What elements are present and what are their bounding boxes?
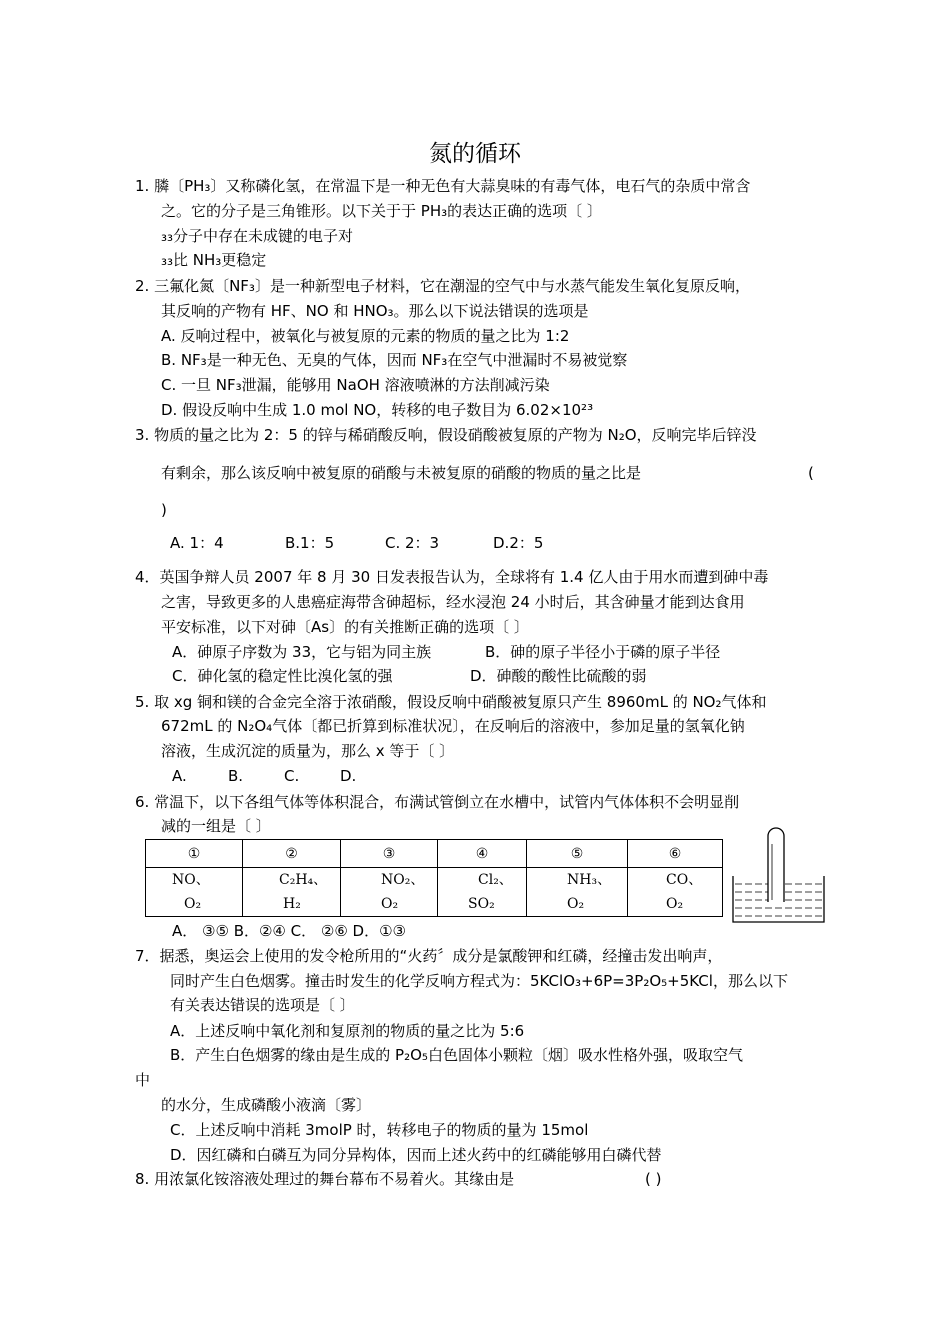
gas-pair-bottom: H₂ (283, 896, 301, 912)
q4-option-d: D．砷酸的酸性比硫酸的弱 (470, 667, 647, 685)
table-header-cell: ③ (341, 840, 438, 868)
q7-option-c: C．上述反响中消耗 3molP 时，转移电子的物质的量为 15mol (170, 1121, 589, 1139)
gas-pair-top: CO、 (666, 872, 703, 888)
table-cell (628, 868, 723, 917)
q1-option-b: ₃₃比 NH₃更稳定 (161, 251, 267, 269)
q4-stem-line2: 之害，导致更多的人患癌症海带含砷超标，经水浸泡 24 小时后，其含砷量才能到达食用 (161, 593, 745, 611)
q2-stem-line1: 2. 三氟化氮〔NF₃〕是一种新型电子材料，它在潮湿的空气中与水蒸气能发生氧化复原反响， (135, 277, 750, 295)
gas-pair-top: NO₂、 (381, 872, 425, 888)
table-cell (243, 868, 341, 917)
table-cell (341, 868, 438, 917)
table-cell (146, 868, 243, 917)
q2-option-b: B. NF₃是一种无色、无臭的气体，因而 NF₃在空气中泄漏时不易被觉察 (161, 351, 628, 369)
q5-option-c: C. (284, 767, 300, 785)
table-header-row (146, 840, 723, 868)
q3-stem-line2: 有剩余，那么该反响中被复原的硝酸与未被复原的硝酸的物质的量之比是 (161, 464, 642, 482)
table-cell (438, 868, 527, 917)
q5-option-d: D. (340, 767, 357, 785)
q5-stem-line1: 5. 取 xg 铜和镁的合金完全溶于浓硝酸，假设反响中硝酸被复原只产生 8960mL 的 NO₂气体和 (135, 693, 767, 711)
inverted-test-tube-in-water-trough-icon (732, 826, 827, 924)
table-header-cell: ⑥ (628, 840, 723, 868)
q2-option-d: D. 假设反响中生成 1.0 mol NO，转移的电子数目为 6.02×10²³ (161, 401, 594, 419)
q1-stem-line1: 1. 膦〔PH₃〕又称磷化氢，在常温下是一种无色有大蒜臭味的有毒气体，电石气的杂质中常含 (135, 177, 751, 195)
table-header-cell: ① (146, 840, 243, 868)
gas-pair-top: C₂H₄、 (279, 872, 328, 888)
q8-stem: 8. 用浓氯化铵溶液处理过的舞台幕布不易着火。其缘由是 (135, 1170, 515, 1188)
q5-stem-line3: 溶液，生成沉淀的质量为，那么 x 等于〔 〕 (161, 742, 455, 760)
q4-stem-line3: 平安标准，以下对砷〔As〕的有关推断正确的选项〔 〕 (161, 618, 529, 636)
table-cell (527, 868, 628, 917)
gas-pair-bottom: O₂ (666, 896, 684, 912)
gas-pair-bottom: O₂ (184, 896, 202, 912)
q7-option-a: A．上述反响中氧化剂和复原剂的物质的量之比为 5:6 (170, 1022, 525, 1040)
q4-stem-line1: 4．英国争辩人员 2007 年 8 月 30 日发表报告认为，全球将有 1.4 亿人由于用水而遭到砷中毒 (135, 568, 769, 586)
page-title: 氮的循环 (429, 141, 521, 167)
q4-option-a: A．砷原子序数为 33，它与铝为同主族 (172, 643, 432, 661)
q1-stem-line2: 之。它的分子是三角锥形。以下关于于 PH₃的表达正确的选项〔 〕 (161, 202, 602, 220)
gas-pair-top: NO、 (172, 872, 210, 888)
q5-option-a: A. (172, 767, 187, 785)
q7-stem-line1: 7．据悉，奥运会上使用的发令枪所用的“火药〞成分是氯酸钾和红磷，经撞击发出响声， (135, 947, 723, 965)
table-row (146, 868, 723, 917)
q7-stem-line2: 同时产生白色烟雾。撞击时发生的化学反响方程式为：5KClO₃+6P=3P₂O₅+5KCl，那么以下 (170, 972, 788, 990)
gas-pair-bottom: SO₂ (468, 896, 495, 912)
q7-option-b-line1: B．产生白色烟雾的缘由是生成的 P₂O₅白色固体小颗粒〔烟〕吸水性格外强，吸取空气 (170, 1046, 743, 1064)
q3-option-b: B.1：5 (285, 534, 335, 552)
q4-option-b: B．砷的原子半径小于磷的原子半径 (485, 643, 721, 661)
q3-answer-paren-open: ( (808, 464, 814, 482)
q1-option-a: ₃₃分子中存在未成键的电子对 (161, 227, 354, 245)
q8-answer-paren: ( ) (645, 1170, 662, 1188)
gas-mixture-table (145, 839, 723, 917)
q3-stem-line1: 3. 物质的量之比为 2：5 的锌与稀硝酸反响，假设硝酸被复原的产物为 N₂O，反响完毕后锌没 (135, 426, 757, 444)
table-header-cell: ② (243, 840, 341, 868)
q6-stem-line1: 6. 常温下，以下各组气体等体积混合，布满试管倒立在水槽中，试管内气体体积不会明显削 (135, 793, 740, 811)
table-header-cell: ⑤ (527, 840, 628, 868)
gas-pair-top: NH₃、 (567, 872, 612, 888)
q3-answer-paren-close: ) (161, 501, 167, 519)
gas-pair-top: Cl₂、 (478, 872, 513, 888)
q5-option-b: B. (228, 767, 244, 785)
q3-option-c: C. 2：3 (385, 534, 440, 552)
q7-option-b-line2: 中 (135, 1071, 151, 1089)
q3-option-d: D.2：5 (493, 534, 544, 552)
q5-stem-line2: 672mL 的 N₂O₄气体〔都已折算到标准状况〕，在反响后的溶液中，参加足量的氢氧化钠 (161, 717, 745, 735)
q7-option-d: D．因红磷和白磷互为同分异构体，因而上述火药中的红磷能够用白磷代替 (170, 1146, 662, 1164)
q7-stem-line3: 有关表达错误的选项是〔 〕 (170, 996, 355, 1014)
q4-option-c: C．砷化氢的稳定性比溴化氢的强 (172, 667, 393, 685)
q2-option-a: A. 反响过程中，被氧化与被复原的元素的物质的量之比为 1:2 (161, 327, 570, 345)
q6-stem-line2: 减的一组是〔 〕 (161, 817, 271, 835)
table-header-cell: ④ (438, 840, 527, 868)
q7-option-b-line3: 的水分，生成磷酸小液滴〔雾〕 (161, 1096, 372, 1114)
q3-option-a: A. 1：4 (170, 534, 224, 552)
gas-pair-bottom: O₂ (381, 896, 399, 912)
gas-pair-bottom: O₂ (567, 896, 585, 912)
q2-option-c: C. 一旦 NF₃泄漏，能够用 NaOH 溶液喷淋的方法削减污染 (161, 376, 550, 394)
q6-options: A． ③⑤ B．②④ C． ②⑥ D．①③ (172, 922, 406, 940)
q2-stem-line2: 其反响的产物有 HF、NO 和 HNO₃。那么以下说法错误的选项是 (161, 302, 589, 320)
